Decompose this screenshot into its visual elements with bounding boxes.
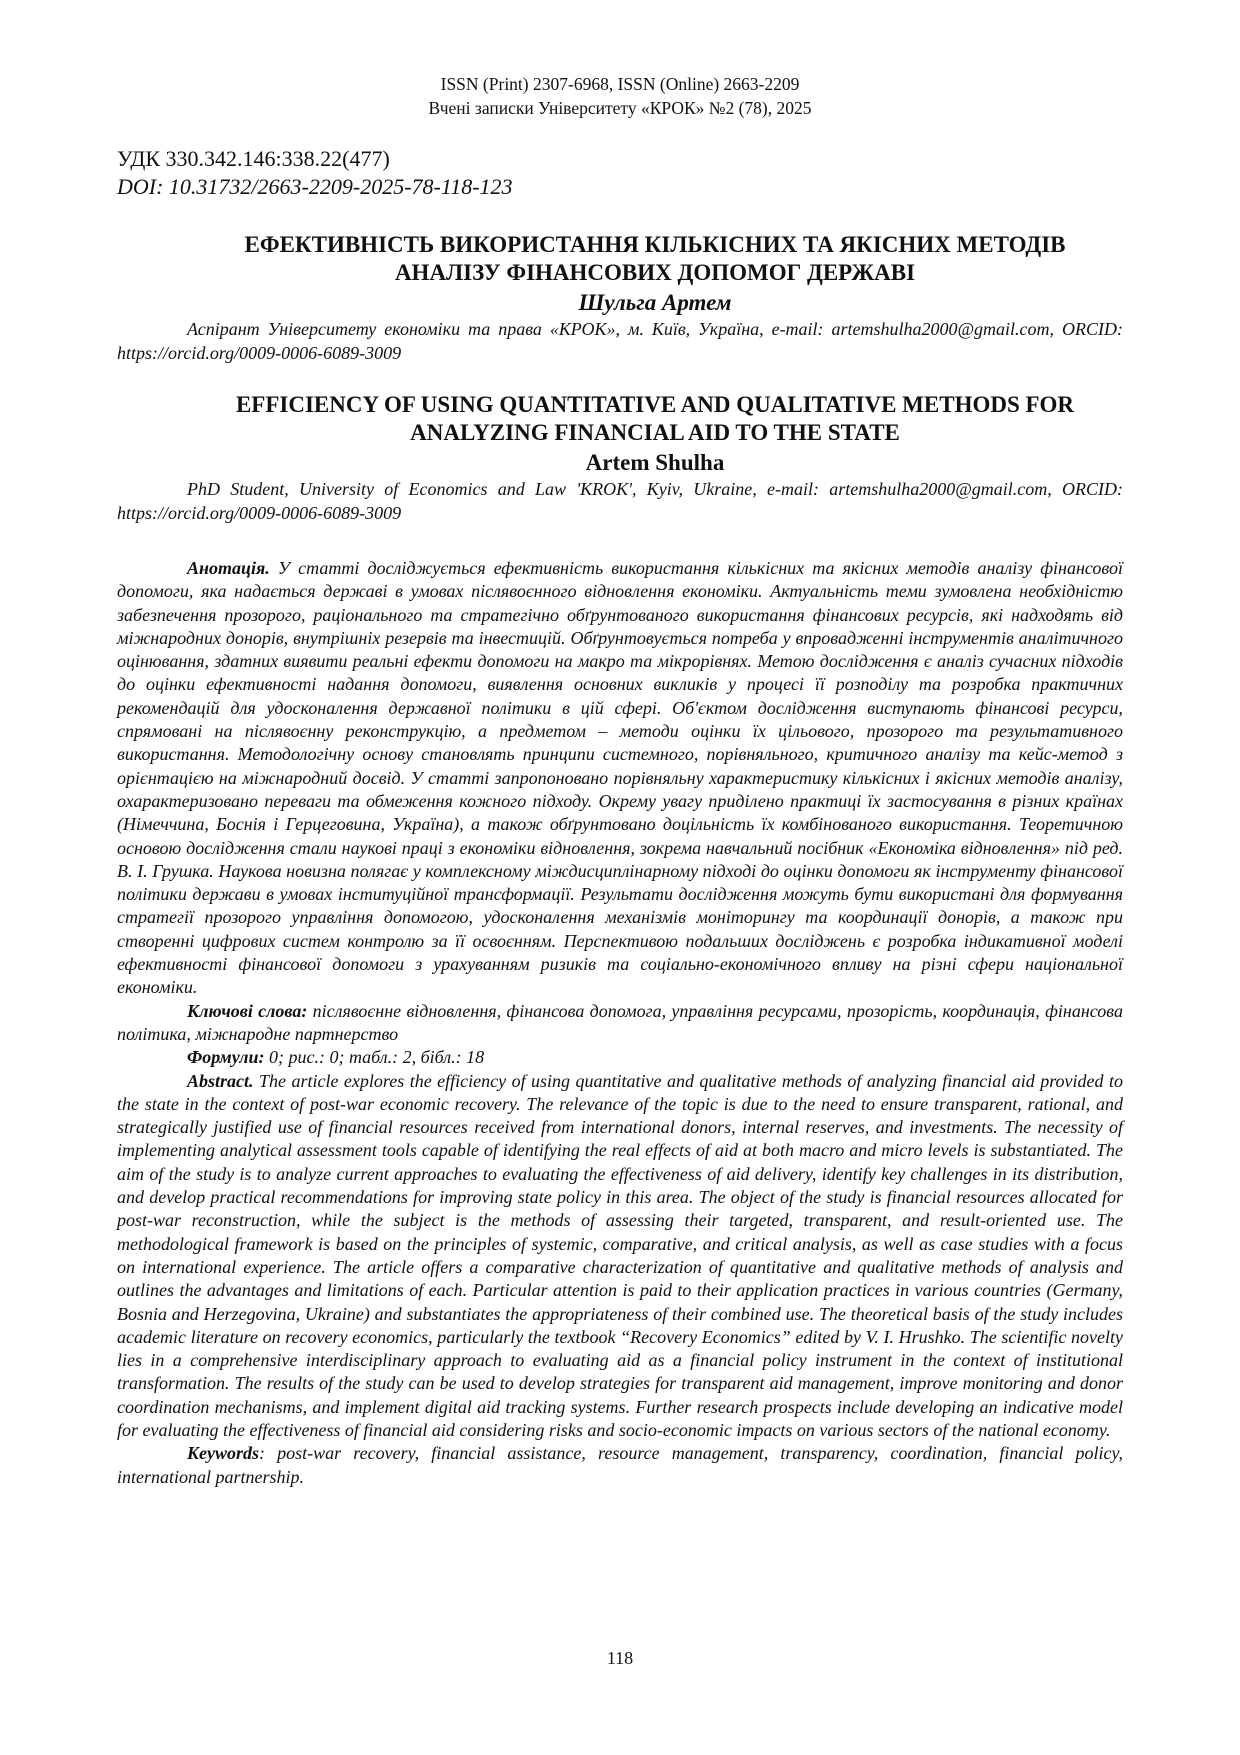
title-en-line2: ANALYZING FINANCIAL AID TO THE STATE (410, 420, 900, 445)
title-ua-line1: ЕФЕКТИВНІСТЬ ВИКОРИСТАННЯ КІЛЬКІСНИХ ТА ЯКІСНИХ МЕТОДІВ (244, 232, 1066, 257)
annotation-text: У статті досліджується ефективність використання кількісних та якісних методів аналізу фінансової допомоги, яка надається державі в умовах післявоєнного відновлення економіки. Актуальність теми зумовлена необхідністю забезпечення прозорого, раціонального та стратегічно обґрунтованого використання фінансових ресурсів, які надходять від міжнародних донорів, внутрішніх резервів та інвестицій. Обґрунтовується потреба у впровадженні інструментів аналітичного оцінювання, здатних виявити реальні ефекти допомоги на макро та мікрорівнях. Метою дослідження є аналіз сучасних підходів до оцінки ефективності надання допомоги, виявлення основних викликів у процесі її розподілу та розробка практичних рекомендацій для удосконалення державної політики в цій сфері. Об'єктом дослідження виступають фінансові ресурси, спрямовані на післявоєнну реконструкцію, а предметом – методи оцінки їх цільового, прозорого та результативного використання. Методологічну основу становлять принципи системного, порівняльного, критичного аналізу та кейс-метод з орієнтацією на міжнародний досвід. У статті запропоновано порівняльну характеристику кількісних і якісних методів аналізу, охарактеризовано переваги та обмеження кожного підходу. Окрему увагу приділено практиці їх застосування в різних країнах (Німеччина, Боснія і Герцеговина, Україна), а також обґрунтовано доцільність їх комбінованого використання. Теоретичною основою дослідження стали наукові праці з економіки відновлення, зокрема навчальний посібник «Економіка відновлення» під ред. В. І. Грушка. Наукова новизна полягає у комплексному міждисциплінарному підході до оцінки допомоги як інструменту фінансової політики держави в умовах інституційної трансформації. Результати дослідження можуть бути використані для формування стратегії прозорого управління допомогою, удосконалення механізмів моніторингу та координації донорів, а також при створенні цифрових систем контролю за її освоєнням. Перспективою подальших досліджень є розробка індикативної моделі ефективності фінансової допомоги з урахуванням ризиків та соціально-економічного впливу на різні сфери національної економіки. (117, 558, 1123, 998)
udc-code: УДК 330.342.146:338.22(477) (117, 146, 390, 171)
title-english (110, 391, 1200, 447)
title-en-line1: EFFICIENCY OF USING QUANTITATIVE AND QUALITATIVE METHODS FOR (235, 392, 1075, 417)
title-ukrainian (110, 231, 1200, 287)
author-ukrainian: Шульга Артем (578, 290, 732, 315)
affiliation-english (117, 478, 1123, 525)
keywords-en-label: Keywords (187, 1443, 259, 1464)
formulas-paragraph (117, 1046, 1123, 1069)
keywords-ua-label: Ключові слова: (187, 1000, 308, 1021)
annotation-label: Анотація. (187, 558, 270, 578)
annotation-paragraph (117, 557, 1123, 1000)
title-ua-line2: АНАЛІЗУ ФІНАНСОВИХ ДОПОМОГ ДЕРЖАВІ (394, 260, 916, 285)
affiliation-ukrainian (117, 318, 1123, 365)
formulas-label: Формули: (187, 1047, 265, 1068)
keywords-en-text: : post-war recovery, financial assistance, resource management, transparency, coordination, financial policy, international partnership. (117, 1443, 1123, 1487)
keywords-ua-text: післявоєнне відновлення, фінансова допомога, управління ресурсами, прозорість, координація, фінансова політика, міжнародне партнерство (117, 1000, 1123, 1044)
author-english: Artem Shulha (585, 450, 725, 475)
formulas-text: 0; рис.: 0; табл.: 2, бібл.: 18 (264, 1047, 485, 1068)
doi[interactable]: DOI: 10.31732/2663-2209-2025-78-118-123 (117, 174, 513, 199)
affiliation-ua-text: Аспірант Університету економіки та права «КРОК», м. Київ, Україна, e-mail: artemshulha2000@gmail.com, ORCID: https://orcid.org/0009-0006-6089-3009 (117, 319, 1123, 363)
abstract-paragraph (117, 1070, 1123, 1443)
keywords-ua-paragraph (117, 1000, 1123, 1047)
keywords-en-paragraph (117, 1442, 1123, 1489)
abstract-text: The article explores the efficiency of using quantitative and qualitative methods of analyzing financial aid provided to the state in the context of post-war economic recovery. The relevance of the topic is due to the need to ensure transparent, rational, and strategically justified use of financial resources received from international donors, internal reserves, and investments. The necessity of implementing analytical assessment tools capable of identifying the real effects of aid at both macro and micro levels is substantiated. The aim of the study is to analyze current approaches to evaluating the effectiveness of aid delivery, identify key challenges in its distribution, and develop practical recommendations for improving state policy in this area. The object of the study is financial resources allocated for post-war reconstruction, while the subject is the methods of assessing their targeted, transparent, and result-oriented use. The methodological framework is based on the principles of systemic, comparative, and critical analysis, as well as case studies with a focus on international experience. The article offers a comparative characterization of quantitative and qualitative methods of analysis and outlines the advantages and limitations of each. Particular attention is paid to their application practices in various countries (Germany, Bosnia and Herzegovina, Ukraine) and substantiates the appropriateness of their combined use. The theoretical basis of the study includes academic literature on recovery economics, particularly the textbook “Recovery Economics” edited by V. I. Hrushko. The scientific novelty lies in a comprehensive interdisciplinary approach to evaluating aid as a financial policy instrument in the context of institutional transformation. The results of the study can be used to develop strategies for transparent aid management, improve monitoring and donor coordination mechanisms, and implement digital aid tracking systems. Further research prospects include developing an indicative model for evaluating the effectiveness of financial aid considering risks and socio-economic impacts on various sectors of the national economy. (117, 1070, 1123, 1440)
article-body (117, 557, 1123, 1489)
abstract-label: Abstract. (187, 1070, 254, 1091)
page-number: 118 (606, 1648, 634, 1668)
affiliation-en-text: PhD Student, University of Economics and Law 'KROK', Kyiv, Ukraine, e-mail: artemshulha2000@gmail.com, ORCID: https://orcid.org/0009-0006-6089-3009 (117, 479, 1123, 523)
issn-header: ISSN (Print) 2307-6968, ISSN (Online) 2663-2209 (440, 74, 800, 94)
journal-header: Вчені записки Університету «КРОК» №2 (78), 2025 (428, 98, 812, 118)
